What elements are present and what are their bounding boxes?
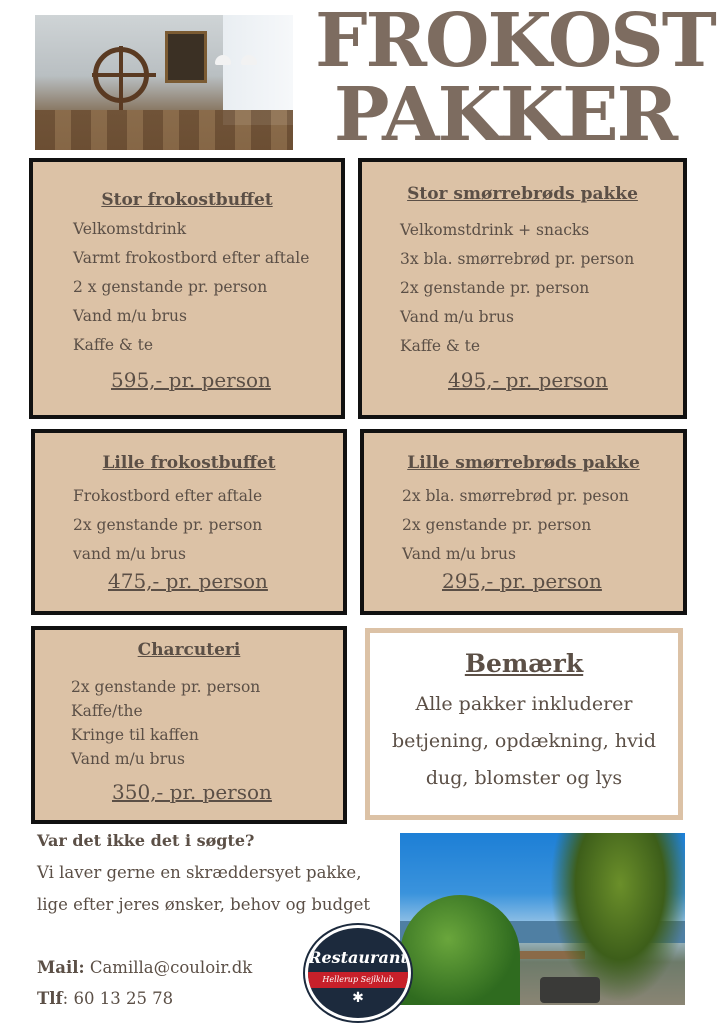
package-item: Kaffe & te — [73, 336, 154, 354]
package-item: 2x bla. smørrebrød pr. peson — [402, 487, 629, 505]
note-title: Bemærk — [464, 649, 584, 678]
package-item: Kaffe & te — [400, 337, 481, 355]
package-item: Kringe til kaffen — [71, 726, 199, 744]
package-price: 475,- pr. person — [108, 569, 268, 593]
star-icon: ✱ — [352, 990, 364, 1006]
package-lille-frokostbuffet — [31, 429, 347, 615]
package-title: Lille frokostbuffet — [102, 453, 276, 473]
package-price: 595,- pr. person — [111, 368, 271, 392]
title-line-1: FROKOST — [315, 0, 715, 84]
contact-mail — [37, 958, 252, 977]
package-lille-smorrebrods — [360, 429, 687, 615]
package-item: 3x bla. smørrebrød pr. person — [400, 250, 635, 268]
phone-label: Tlf — [37, 989, 63, 1008]
contact-line: lige efter jeres ønsker, behov og budget — [37, 895, 371, 914]
contact-line: Vi laver gerne en skræddersyet pakke, — [37, 863, 362, 882]
restaurant-interior-photo — [35, 15, 293, 150]
package-item: 2x genstande pr. person — [71, 678, 261, 696]
package-item: Vand m/u brus — [71, 750, 185, 768]
page-title — [315, 0, 715, 158]
package-charcuteri — [31, 626, 347, 824]
note-line: dug, blomster og lys — [425, 767, 623, 789]
package-item: Velkomstdrink — [73, 220, 187, 238]
logo-script: Restaurant — [308, 948, 408, 967]
package-item: 2x genstande pr. person — [402, 516, 592, 534]
package-title: Stor frokostbuffet — [101, 190, 273, 210]
package-stor-smorrebrods — [358, 158, 687, 419]
contact-question: Var det ikke det i søgte? — [37, 831, 255, 850]
package-item: vand m/u brus — [73, 545, 186, 563]
package-title: Stor smørrebrøds pakke — [407, 184, 638, 204]
package-item: Vand m/u brus — [400, 308, 514, 326]
note-line: Alle pakker inkluderer — [415, 693, 633, 715]
package-item: Varmt frokostbord efter aftale — [73, 249, 310, 267]
package-item: Vand m/u brus — [73, 307, 187, 325]
terrace-sea-view-photo — [400, 833, 685, 1005]
restaurant-logo — [305, 925, 411, 1021]
package-item: Vand m/u brus — [402, 545, 516, 563]
package-title: Charcuteri — [137, 640, 241, 660]
title-line-2: PAKKER — [333, 72, 677, 158]
mail-link[interactable]: Camilla@couloir.dk — [89, 958, 253, 977]
package-item: 2 x genstande pr. person — [73, 278, 268, 296]
package-item: 2x genstande pr. person — [400, 279, 590, 297]
package-stor-frokostbuffet — [29, 158, 345, 419]
package-item: Velkomstdrink + snacks — [400, 221, 590, 239]
package-title: Lille smørrebrøds pakke — [407, 453, 640, 473]
package-price: 495,- pr. person — [448, 368, 608, 392]
contact-phone — [37, 989, 173, 1008]
package-item: Kaffe/the — [71, 702, 143, 720]
phone-number: : 60 13 25 78 — [62, 989, 174, 1008]
logo-ribbon: Hellerup Sejlklub — [305, 972, 411, 988]
mail-label: Mail: — [37, 958, 85, 977]
package-item: 2x genstande pr. person — [73, 516, 263, 534]
note-box — [365, 628, 683, 820]
note-line: betjening, opdækning, hvid — [391, 730, 657, 752]
package-item: Frokostbord efter aftale — [73, 487, 263, 505]
package-price: 350,- pr. person — [112, 780, 272, 804]
package-price: 295,- pr. person — [442, 569, 602, 593]
